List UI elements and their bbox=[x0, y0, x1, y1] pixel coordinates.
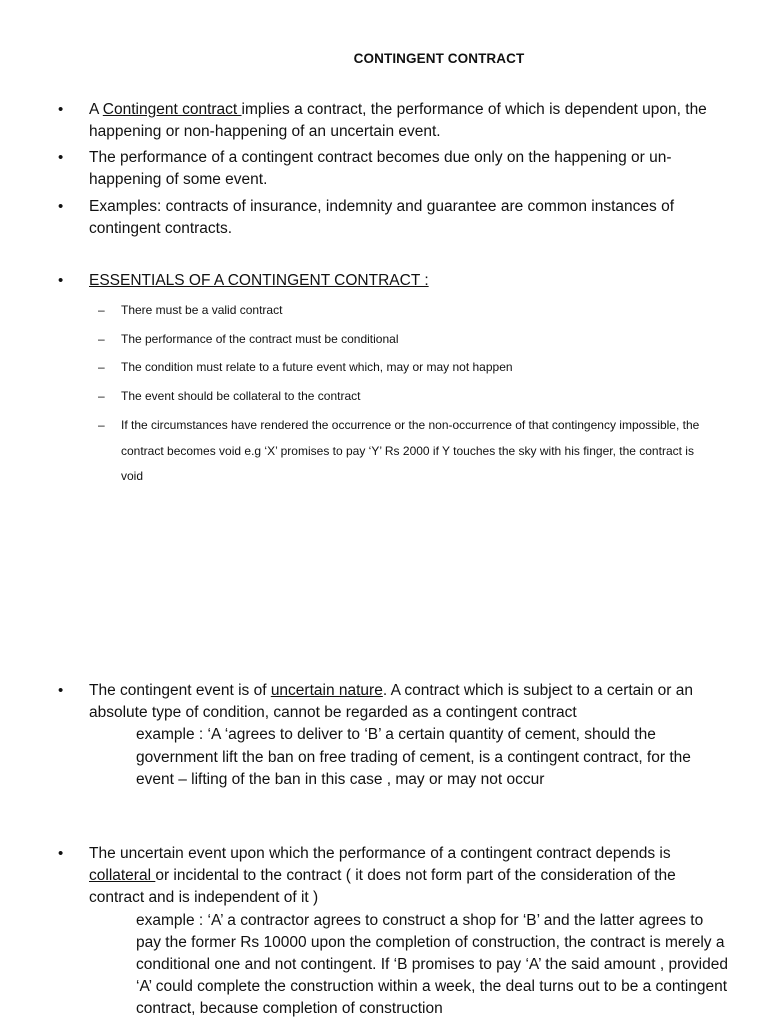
bullet-icon: • bbox=[58, 149, 64, 166]
bullet-icon: • bbox=[58, 682, 64, 699]
paragraph-body bbox=[89, 843, 729, 910]
bullet-icon: • bbox=[58, 101, 64, 118]
dash-icon: – bbox=[98, 332, 105, 346]
paragraph-examples: Examples: contracts of insurance, indemnity and guarantee are common instances of contingent contracts. bbox=[89, 198, 675, 238]
text: . A contract which is subject to a certain or an absolute type of condition, cannot be regarded as a contingent contract bbox=[89, 682, 694, 722]
bullet-icon: • bbox=[58, 198, 64, 215]
text: The contingent event is of bbox=[89, 682, 271, 699]
essential-item: The event should be collateral to the contract bbox=[121, 389, 361, 403]
dash-icon: – bbox=[98, 389, 105, 403]
term-uncertain-nature: uncertain nature bbox=[270, 682, 383, 699]
text: or incidental to the contract ( it does not form part of the consideration of the contract and is independent of it ) bbox=[89, 867, 676, 907]
essential-item: The condition must relate to a future event which, may or may not happen bbox=[121, 360, 513, 374]
paragraph-body bbox=[89, 680, 729, 724]
essential-item: There must be a valid contract bbox=[121, 303, 283, 317]
dash-icon: – bbox=[98, 303, 105, 317]
essential-item: The performance of the contract must be conditional bbox=[121, 332, 399, 346]
page-title: CONTINGENT CONTRACT bbox=[353, 51, 525, 66]
paragraph-performance: The performance of a contingent contract becomes due only on the happening or un-happening of some event. bbox=[89, 149, 672, 189]
term-contingent-contract: Contingent contract bbox=[102, 101, 242, 118]
essentials-heading: ESSENTIALS OF A CONTINGENT CONTRACT : bbox=[89, 272, 429, 289]
example-text: example : ‘A ‘agrees to deliver to ‘B’ a certain quantity of cement, should the government lift the ban on free trading of cement, is a contingent contract, for the event – lifting of the ban in this case , may or may not occur bbox=[136, 726, 691, 788]
example-text: example : ‘A’ a contractor agrees to construct a shop for ‘B’ and the latter agrees to pay the former Rs 10000 upon the completion of construction, the contract is merely a conditional one and not contingent. If ‘B promises to pay ‘A’ the said amount , provided ‘A’ could complete the construction within a week, the deal turns out to be a contingent contract, because completion of construction bbox=[136, 911, 728, 1018]
paragraph-uncertain-nature bbox=[89, 680, 729, 791]
text: A bbox=[89, 101, 103, 118]
dash-icon: – bbox=[98, 360, 105, 374]
paragraph-collateral bbox=[89, 843, 729, 1021]
bullet-icon: • bbox=[58, 272, 64, 289]
term-collateral: collateral bbox=[89, 867, 156, 885]
dash-icon: – bbox=[98, 418, 105, 432]
bullet-icon: • bbox=[58, 845, 64, 862]
text: implies a contract, the performance of which is dependent upon, the happening or non-happening of an uncertain event. bbox=[89, 101, 707, 141]
text: The uncertain event upon which the performance of a contingent contract depends is bbox=[89, 845, 671, 862]
essential-item: If the circumstances have rendered the occurrence or the non-occurrence of that contingency impossible, the contract becomes void e.g ‘X’ promises to pay ‘Y’ Rs 2000 if Y touches the sky with his finger, the contract is void bbox=[121, 418, 700, 483]
paragraph-definition bbox=[89, 99, 729, 143]
